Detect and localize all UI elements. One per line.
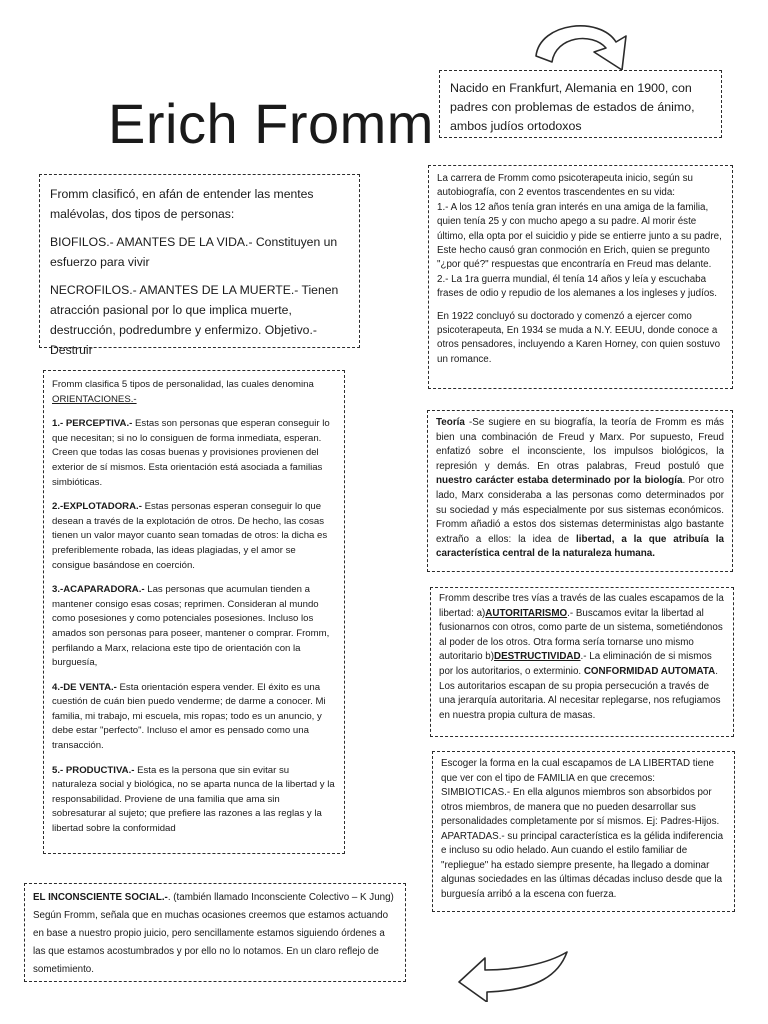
escape-text-3: .- La eliminación de si mismos por los autoritarios, o exterminio.: [439, 651, 712, 677]
orientations-intro-text: Fromm clasifica 5 tipos de personalidad, las cuales denomina: [52, 379, 314, 390]
career-event-2: 2.- La 1ra guerra mundial, él tenía 14 años y leía y escuchaba frases de odio y repudio de los alemanes a los ingleses y judíos.: [437, 273, 717, 300]
types-intro: Fromm clasificó, en afán de entender las mentes malévolas, dos tipos de personas:: [50, 187, 314, 221]
birth-line-3: ambos judíos ortodoxos: [450, 119, 582, 133]
orientation-item: [52, 417, 336, 490]
escape-text-4: . Los autoritarios escapan de su propia persecución a través de una jerarquía autoritaria. Al necesitar replegarse, nos refugiamos en nuestra propia cultura de masas.: [439, 665, 721, 721]
necrofilos-text: NECROFILOS.- AMANTES DE LA MUERTE.- Tienen atracción pasional por lo que implica muerte, destrucción, podredumbre y enfermizo. Objetivo.- Destruir: [50, 283, 339, 357]
orientation-text: Estas son personas que esperan conseguir lo que necesitan; si no lo consiguen de forma inmediata, esperan. Creen que todas las cosas buenas y provisiones provienen del exterior de sí mismos. Esta orientación está asociada a familias simbióticas.: [52, 418, 330, 488]
orientation-label: 3.-ACAPARADORA.-: [52, 584, 145, 596]
career-event-1: 1.- A los 12 años tenía gran interés en una amiga de la familia, quien tenía 25 y con mucho apego a su padre. Al morir éste último, ella opta por el suicidio y pide se entierre junto a su padre, Este hecho causó gran conmoción en Erich, quien se pregunto "¿por qué?" respuestas que encontraría en Freud mas delante.: [437, 201, 722, 271]
orientation-text: Esta es la persona que sin evitar su naturaleza social y biológica, no se aparta nunca de la libertad y la responsabilidad. Proviene de una familia que ama sin sobresaturar al sujeto; que prefiere las razones a las reglas y la libertad sobre la conformidad: [52, 764, 335, 835]
orientations-intro: [52, 378, 336, 407]
career-intro: La carrera de Fromm como psicoterapeuta inicio, según su autobiografía, con 2 eventos trascendentes en su vida:: [437, 173, 693, 199]
orientation-item: [52, 583, 336, 671]
escape-routes-box: [430, 587, 734, 737]
theory-text-2: . Por otro lado, Marx consideraba a las personas como determinados por su sociedad y más especialmente por sus sistemas económicos. Fromm añadió a estos dos sistemas deterministas algo bastante extraño a ellos: la idea de: [436, 475, 724, 545]
birth-box: [439, 70, 722, 138]
orientation-label: 5.- PRODUCTIVA.-: [52, 764, 135, 776]
biofilos-text: BIOFILOS.- AMANTES DE LA VIDA.- Constituyen un esfuerzo para vivir: [50, 235, 338, 269]
orientation-text: Esta orientación espera vender. El éxito es una cuestión de cuán bien puedo venderme; de darme a conocer. Mi familia, mi trabajo, mi escuela, mis ropas; todo es un anuncio, y debe estar "perfecto". Incluso el amor es pensado como una transacción.: [52, 681, 326, 752]
escape-text-1: Fromm describe tres vías a través de las cuales escapamos de la libertad: a): [439, 593, 724, 619]
orientation-item: [52, 500, 336, 573]
escape-conformity: CONFORMIDAD AUTOMATA: [583, 665, 716, 677]
orientations-heading: ORIENTACIONES.-: [52, 393, 137, 405]
escape-text-2: .- Buscamos evitar la libertad al fusionarnos con otros, como parte de un sistema, sometiéndonos al poder de los otros. Otra forma sería tornarse uno mismo autoritario b): [439, 607, 723, 663]
unconscious-label: EL INCONSCIENTE SOCIAL.-: [33, 892, 168, 903]
social-unconscious-box: [24, 883, 406, 982]
unconscious-text: . (también llamado Inconsciente Colectivo – K Jung) Según Fromm, señala que en muchas ocasiones creemos que estamos actuando en base a nuestro propio juicio, pero sencillamente estamos siguiendo órdenes a las que estamos acostumbrados y por ello no lo notamos. En un claro reflejo de sometimiento.: [33, 892, 394, 975]
career-box: [428, 165, 733, 389]
escape-destructiveness: DESTRUCTIVIDAD: [494, 651, 581, 663]
family-forms-box: [432, 751, 735, 912]
left-arrow-icon: [455, 948, 575, 1002]
curved-arrow-icon: [530, 12, 640, 74]
forms-text: Escoger la forma en la cual escapamos de LA LIBERTAD tiene que ver con el tipo de FAMILIA en que crecemos: SIMBIOTICAS.- En ella algunos miembros son absorbidos por otros miembros, de manera que no pueden desarrollar sus personalidades completamente por sí mismos. Ej: Padres-Hijos. APARTADAS.- su principal característica es la gélida indiferencia e incluso su odio helado. Aun cuando el estilo familiar de "repliegue" ha estado siempre presente, ha llegado a dominar algunas sociedades en las últimas décadas incluso desde que la burguesía arribó a la escena con fuerza.: [441, 758, 724, 900]
theory-bold-2: libertad, a la que atribuía la característica central de la naturaleza humana.: [436, 533, 724, 560]
orientation-label: 4.-DE VENTA.-: [52, 681, 117, 693]
page-title: Erich Fromm: [108, 92, 434, 155]
orientation-label: 2.-EXPLOTADORA.-: [52, 501, 142, 513]
orientation-item: [52, 681, 336, 754]
escape-authoritarianism: AUTORITARISMO: [485, 607, 568, 619]
orientation-item: [52, 764, 336, 837]
theory-box: [427, 410, 733, 572]
career-doctorate: En 1922 concluyó su doctorado y comenzó a ejercer como psicoterapeuta, En 1934 se muda a N.Y. EEUU, donde conoce a otros pensadores, incluyendo a Karen Horney, con quien sostuvo un romance.: [437, 310, 721, 365]
theory-text-1: -Se sugiere en su biografía, la teoría de Fromm es más bien una combinación de Freud y Marx. Por supuesto, Freud enfatizó sobre el inconsciente, los impulsos biológicos, la represión y demás. En otras palabras, Freud postuló que: [436, 417, 724, 472]
theory-bold-1: nuestro carácter estaba determinado por la biología: [436, 475, 683, 487]
theory-label: Teoría: [436, 417, 465, 428]
orientation-label: 1.- PERCEPTIVA.-: [52, 418, 133, 430]
birth-line-1: Nacido en Frankfurt, Alemania en 1900, con: [450, 81, 692, 95]
orientations-box: [43, 370, 345, 854]
birth-line-2: padres con problemas de estados de ánimo,: [450, 100, 695, 114]
orientation-text: Las personas que acumulan tienden a mantener consigo esas cosas; reprimen. Consideran al mundo como posesiones y como potenciales posesiones. Incluso los amados son personas para poseer, mantener o comprar. Fromm, perfilando a Marx, relaciona este tipo de orientación con la burguesía,: [52, 584, 330, 669]
person-types-box: [39, 174, 360, 357]
orientation-text: Estas personas esperan conseguir lo que desean a través de la explotación de otros. De hecho, las cosas tienen un valor mayor cuanto sean tomadas de otros: la dicha es preferiblemente robada, las ideas plagiadas, y el amor se consigue basándose en coerción.: [52, 501, 328, 571]
